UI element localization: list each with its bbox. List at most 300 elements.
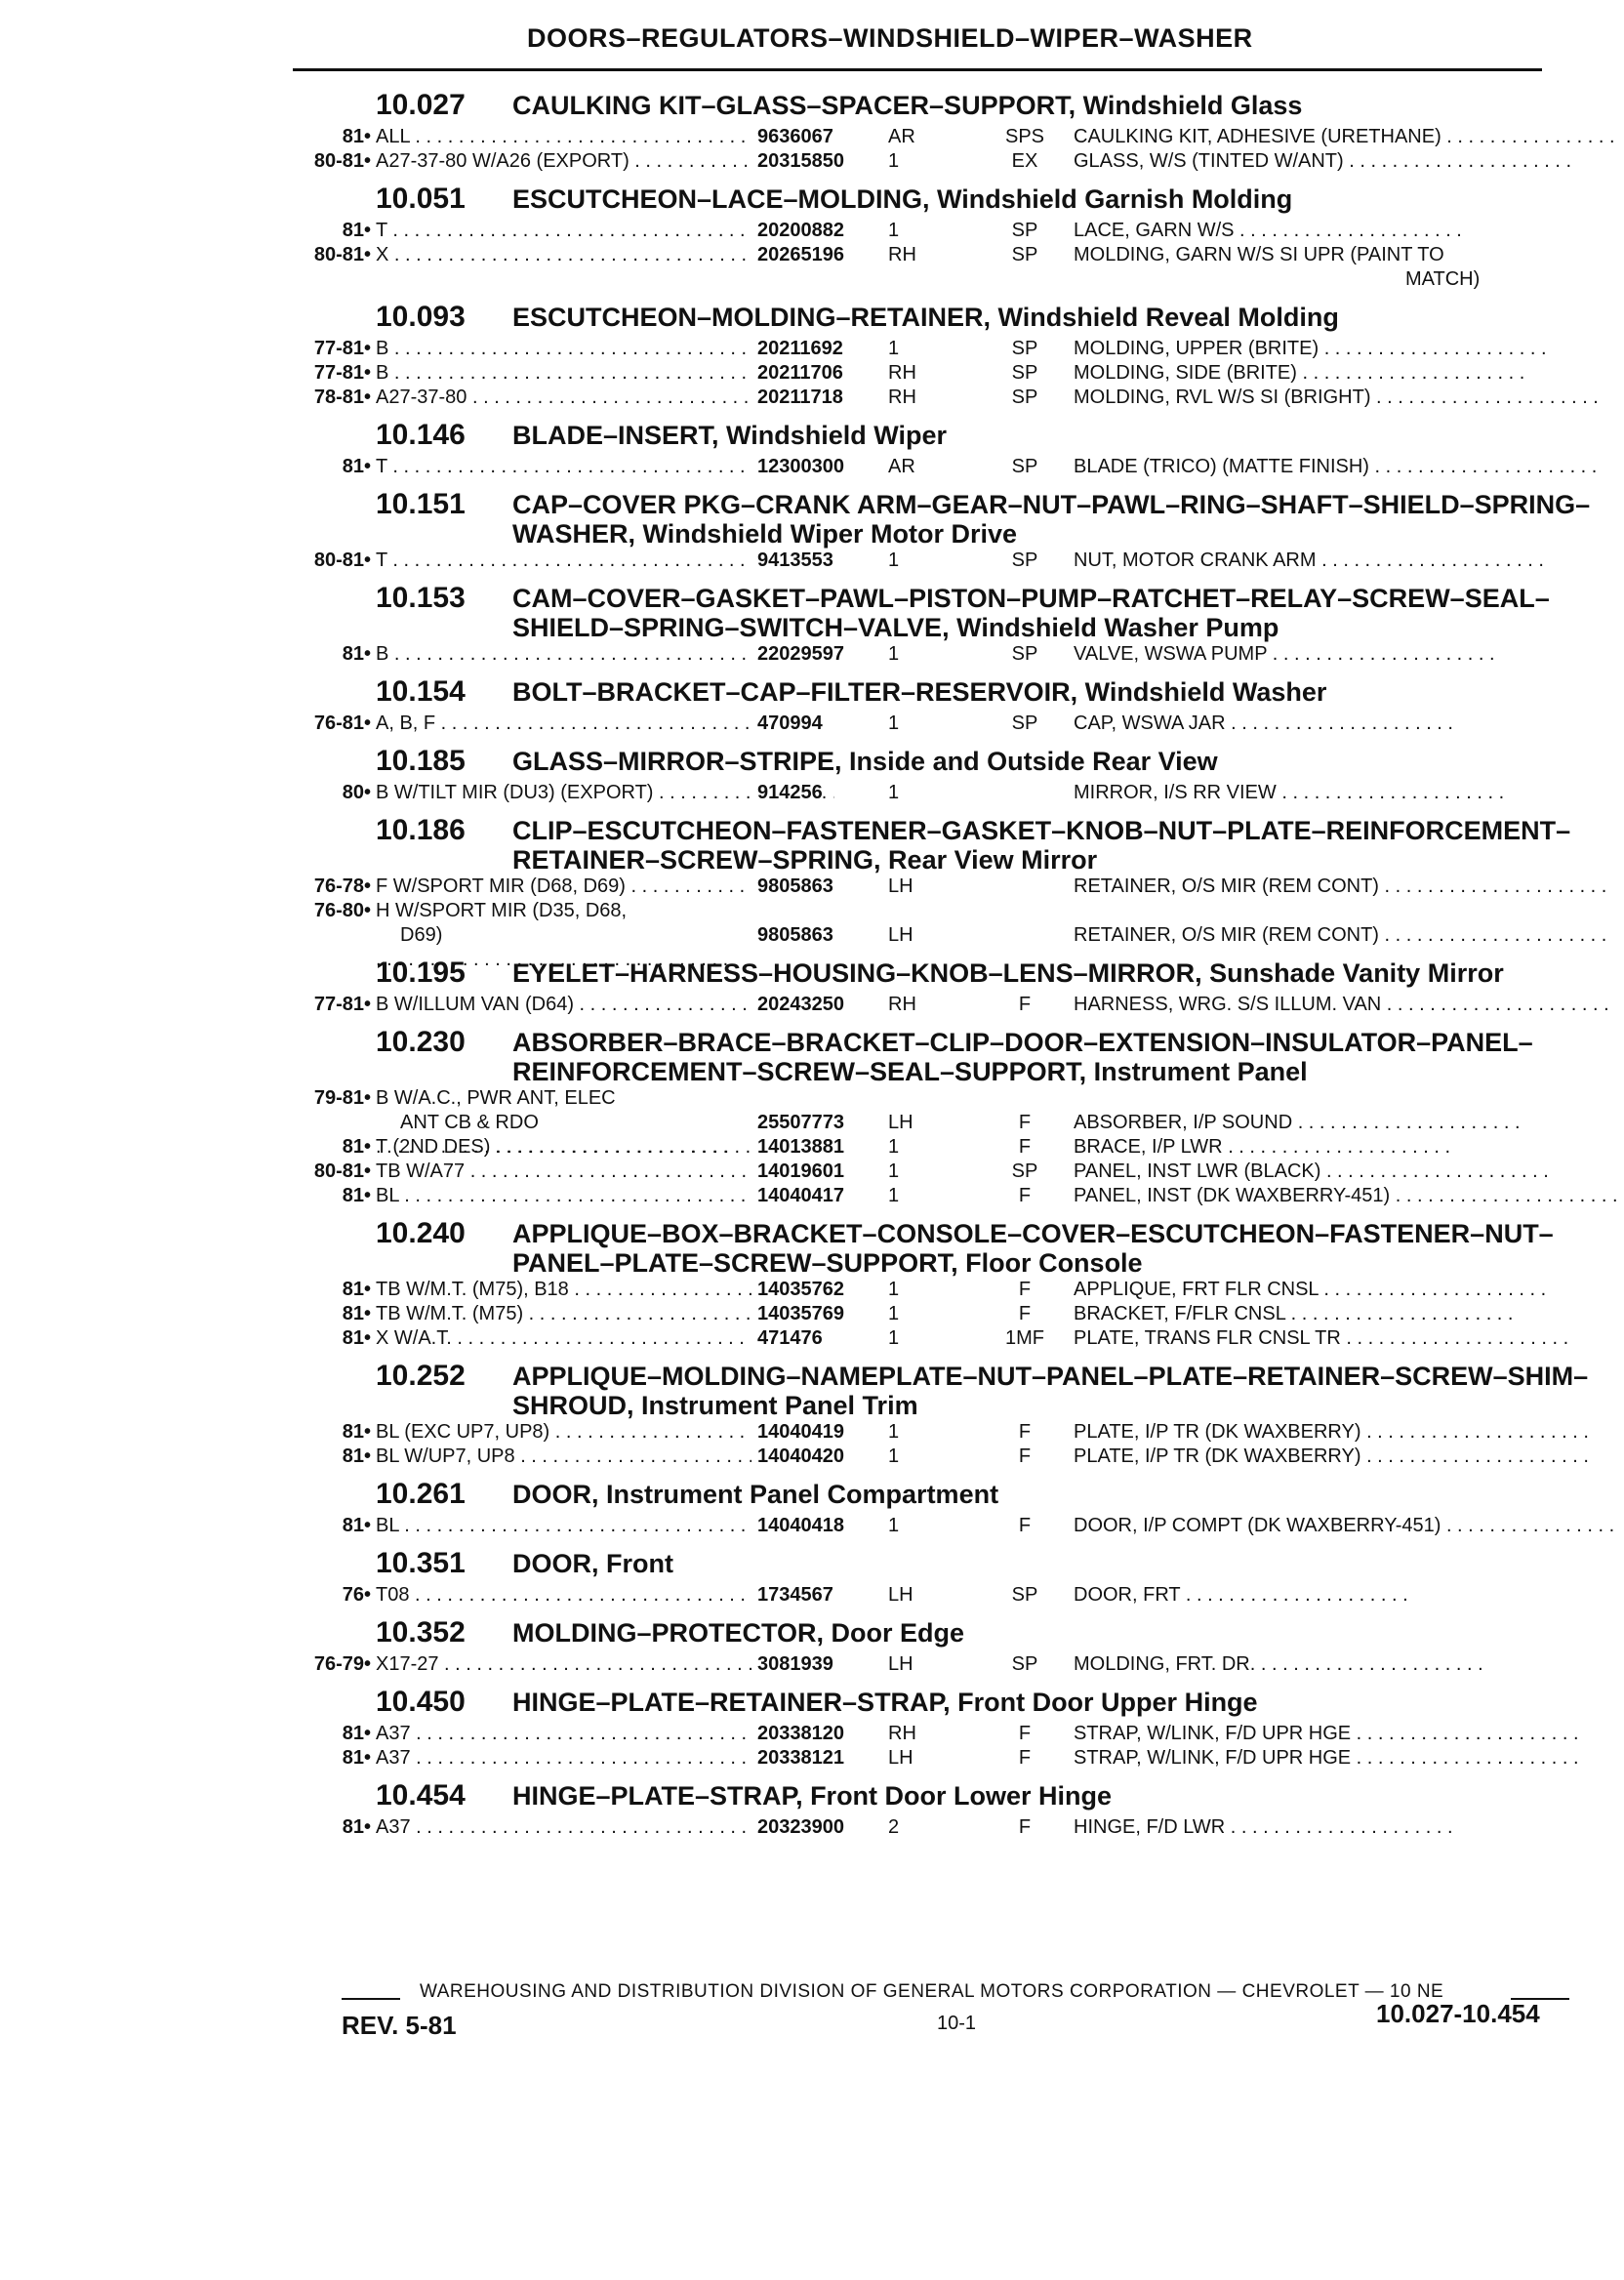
part-description xyxy=(1074,549,1620,573)
model-text: X17-27 xyxy=(376,1653,439,1675)
section-title: ABSORBER–BRACE–BRACKET–CLIP–DOOR–EXTENSION–INSULATOR–PANEL–REINFORCEMENT–SCREW–SEAL–SUPPORT, Instrument Panel xyxy=(512,1028,1533,1086)
part-row xyxy=(283,1278,1591,1302)
quantity: 1 xyxy=(888,712,900,734)
quantity: 1 xyxy=(888,1445,900,1467)
source-code: SP xyxy=(1011,362,1038,384)
source-code: F xyxy=(1018,1747,1032,1769)
section-title: HINGE–PLATE–RETAINER–STRAP, Front Door Upper Hinge xyxy=(512,1688,1258,1717)
description-text: MOLDING, UPPER (BRITE) xyxy=(1074,338,1320,359)
part-description xyxy=(1074,875,1620,899)
section-title: HINGE–PLATE–STRAP, Front Door Lower Hinge xyxy=(512,1781,1113,1811)
model-text: TB W/A77 xyxy=(376,1160,466,1182)
part-number: 14019601 xyxy=(751,1160,844,1184)
source-code: SP xyxy=(1011,456,1038,477)
model-text: TB W/M.T. (M75), B18 xyxy=(376,1279,569,1300)
description-text: MIRROR, I/S RR VIEW xyxy=(1074,782,1277,803)
model-text: T08 xyxy=(376,1584,410,1606)
part-row xyxy=(283,712,1591,736)
description-text: PLATE, I/P TR (DK WAXBERRY) xyxy=(1074,1421,1361,1443)
quantity: 1 xyxy=(888,1136,900,1158)
part-description xyxy=(1074,455,1620,479)
section-number: 10.454 xyxy=(376,1779,466,1812)
part-row xyxy=(283,1184,1591,1208)
description-text: STRAP, W/LINK, F/D UPR HGE xyxy=(1074,1723,1352,1744)
leader-dots xyxy=(1320,1160,1548,1182)
leader-dots xyxy=(1370,387,1598,408)
part-number: 25507773 xyxy=(751,1111,844,1135)
description-text-line2: MATCH) xyxy=(1405,268,1481,290)
model-year: 77-81• xyxy=(313,338,371,359)
model-text: B xyxy=(376,643,389,665)
source-code: SP xyxy=(1011,1160,1038,1182)
leader-dots xyxy=(1225,1816,1452,1838)
footer-division: WAREHOUSING AND DISTRIBUTION DIVISION OF GENERAL MOTORS CORPORATION — CHEVROLET — 10 NE xyxy=(420,1981,1444,2002)
parts-section xyxy=(283,180,1591,292)
description-text: PANEL, INST (DK WAXBERRY-451) xyxy=(1074,1185,1391,1206)
description-text: PLATE, TRANS FLR CNSL TR xyxy=(1074,1327,1341,1349)
quantity: AR xyxy=(888,126,915,147)
description-text: CAP, WSWA JAR xyxy=(1074,712,1226,734)
quantity: 1 xyxy=(888,220,900,241)
parts-section xyxy=(283,298,1591,410)
part-description xyxy=(1074,1160,1620,1184)
parts-section xyxy=(283,1475,1591,1538)
part-description xyxy=(1074,337,1620,361)
section-number: 10.450 xyxy=(376,1686,466,1718)
model-year: 79-81• xyxy=(313,1087,371,1109)
source-code: F xyxy=(1018,1723,1032,1744)
model-year: 81• xyxy=(342,1185,371,1206)
section-title: CAULKING KIT–GLASS–SPACER–SUPPORT, Windshield Glass xyxy=(512,91,1303,120)
model-year: 81• xyxy=(342,1327,371,1349)
leader-dots xyxy=(376,949,728,970)
model-text: BL xyxy=(376,1185,399,1206)
description-text: APPLIQUE, FRT FLR CNSL xyxy=(1074,1279,1319,1300)
part-row xyxy=(283,219,1591,243)
part-number: 20323900 xyxy=(751,1815,844,1840)
source-code: F xyxy=(1018,994,1032,1015)
source-code: F xyxy=(1018,1279,1032,1300)
part-row xyxy=(283,1302,1591,1326)
part-row xyxy=(283,125,1591,149)
model-text: BL xyxy=(376,1515,399,1536)
section-header xyxy=(283,742,1591,781)
model-text: B W/ILLUM VAN (D64) xyxy=(376,994,574,1015)
model-text-line2: ANT CB & RDO xyxy=(400,1112,539,1133)
part-description xyxy=(1074,361,1620,386)
part-description xyxy=(1074,642,1620,667)
model-text: B W/TILT MIR (DU3) (EXPORT) xyxy=(376,782,654,803)
parts-section xyxy=(283,742,1591,805)
part-row xyxy=(283,1160,1591,1184)
part-number: 14040417 xyxy=(751,1184,844,1208)
part-description xyxy=(1074,923,1620,948)
quantity: RH xyxy=(888,244,916,265)
part-description xyxy=(1074,386,1620,410)
leader-dots xyxy=(1379,924,1606,946)
model-year: 80-81• xyxy=(313,1160,371,1182)
quantity: LH xyxy=(888,1653,914,1675)
model-text: A37 xyxy=(376,1816,411,1838)
model-year: 81• xyxy=(342,1421,371,1443)
model-text: A37 xyxy=(376,1723,411,1744)
description-text: LACE, GARN W/S xyxy=(1074,220,1235,241)
part-row xyxy=(283,875,1591,899)
model-text: A27-37-80 W/A26 (EXPORT) xyxy=(376,150,629,172)
section-header xyxy=(283,86,1591,125)
parts-section xyxy=(283,1214,1591,1351)
model-year: 81• xyxy=(342,220,371,241)
part-description xyxy=(1074,1278,1620,1302)
section-number: 10.240 xyxy=(376,1217,466,1249)
parts-section xyxy=(283,579,1591,667)
part-number: 914256 xyxy=(751,781,823,805)
part-description xyxy=(1074,1514,1620,1538)
source-code: SPS xyxy=(1004,126,1045,147)
model-text: TB W/M.T. (M75) xyxy=(376,1303,524,1324)
source-code: SP xyxy=(1011,220,1038,241)
description-text: PANEL, INST LWR (BLACK) xyxy=(1074,1160,1321,1182)
part-row xyxy=(283,1583,1591,1608)
model-year: 81• xyxy=(342,1816,371,1838)
part-row xyxy=(283,1326,1591,1351)
source-code: SP xyxy=(1011,387,1038,408)
part-number: 20211718 xyxy=(751,386,843,410)
part-row xyxy=(283,1652,1591,1677)
part-description xyxy=(1074,712,1620,736)
section-number: 10.352 xyxy=(376,1616,466,1649)
leader-dots xyxy=(1277,782,1504,803)
part-description xyxy=(1074,1135,1620,1160)
section-number: 10.154 xyxy=(376,675,466,708)
model-year: 81• xyxy=(342,456,371,477)
quantity: 1 xyxy=(888,643,900,665)
description-text: PLATE, I/P TR (DK WAXBERRY) xyxy=(1074,1445,1361,1467)
part-number: 20211692 xyxy=(751,337,843,361)
quantity: LH xyxy=(888,924,914,946)
leader-dots xyxy=(1369,456,1597,477)
section-title: GLASS–MIRROR–STRIPE, Inside and Outside Rear View xyxy=(512,747,1218,776)
part-row xyxy=(283,1746,1591,1771)
quantity: 1 xyxy=(888,1279,900,1300)
parts-section xyxy=(283,811,1591,948)
quantity: RH xyxy=(888,387,916,408)
leader-dots xyxy=(388,338,747,359)
description-text: CAULKING KIT, ADHESIVE (URETHANE) xyxy=(1074,126,1441,147)
model-year: 81• xyxy=(342,1515,371,1536)
parts-section xyxy=(283,1357,1591,1469)
section-header xyxy=(283,416,1591,455)
leader-dots xyxy=(1351,1747,1578,1769)
leader-dots xyxy=(1180,1584,1407,1606)
part-row xyxy=(283,337,1591,361)
leader-dots xyxy=(1226,712,1453,734)
model-text: T (2ND DES) xyxy=(376,1136,491,1158)
source-code: F xyxy=(1018,1112,1032,1133)
section-title: BOLT–BRACKET–CAP–FILTER–RESERVOIR, Windshield Washer xyxy=(512,677,1327,707)
part-description xyxy=(1074,1815,1620,1840)
section-title: DOOR, Front xyxy=(512,1549,673,1578)
section-number: 10.252 xyxy=(376,1360,466,1392)
part-number: 14035769 xyxy=(751,1302,844,1326)
part-description xyxy=(1074,1302,1620,1326)
part-number: 20338121 xyxy=(751,1746,844,1771)
model-year: 81• xyxy=(342,1445,371,1467)
section-header xyxy=(283,1475,1591,1514)
source-code: SP xyxy=(1011,338,1038,359)
section-title: BLADE–INSERT, Windshield Wiper xyxy=(512,421,948,450)
leader-dots xyxy=(387,550,746,571)
leader-dots xyxy=(1267,643,1494,665)
section-number: 10.051 xyxy=(376,183,466,215)
section-number: 10.027 xyxy=(376,89,466,121)
quantity: LH xyxy=(888,875,914,897)
part-row xyxy=(283,1420,1591,1445)
leader-dots xyxy=(1341,1327,1568,1349)
leader-dots xyxy=(1285,1303,1513,1324)
section-title: DOOR, Instrument Panel Compartment xyxy=(512,1480,999,1509)
leader-dots xyxy=(411,1747,769,1769)
quantity: RH xyxy=(888,362,916,384)
model-text: A37 xyxy=(376,1747,411,1769)
section-header xyxy=(283,1683,1591,1722)
model-text: T xyxy=(376,220,387,241)
source-code: SP xyxy=(1011,712,1038,734)
model-year: 78-81• xyxy=(313,387,371,408)
part-number: 12300300 xyxy=(751,455,844,479)
parts-section xyxy=(283,672,1591,736)
quantity: 1 xyxy=(888,1303,900,1324)
quantity: 1 xyxy=(888,1515,900,1536)
source-code: SP xyxy=(1011,1584,1038,1606)
part-row xyxy=(283,1445,1591,1469)
section-number: 10.151 xyxy=(376,488,466,520)
model-year: 76-79• xyxy=(313,1653,371,1675)
section-title: CAM–COVER–GASKET–PAWL–PISTON–PUMP–RATCHET–RELAY–SCREW–SEAL–SHIELD–SPRING–SWITCH–VALVE, Windshield Washer Pump xyxy=(512,584,1550,642)
part-number: 9805863 xyxy=(751,923,833,948)
part-number: 14040419 xyxy=(751,1420,844,1445)
part-number: 20200882 xyxy=(751,219,844,243)
leader-dots xyxy=(411,1723,769,1744)
source-code: EX xyxy=(1011,150,1038,172)
part-description xyxy=(1074,149,1620,174)
section-header xyxy=(283,1214,1591,1278)
leader-dots xyxy=(1319,1279,1546,1300)
parts-section xyxy=(283,1023,1591,1208)
model-text: F W/SPORT MIR (D68, D69) xyxy=(376,875,626,897)
model-year: 81• xyxy=(342,1723,371,1744)
description-text: BRACKET, F/FLR CNSL xyxy=(1074,1303,1286,1324)
model-year: 80-81• xyxy=(313,150,371,172)
leader-dots xyxy=(1441,126,1620,147)
section-number: 10.146 xyxy=(376,419,466,451)
description-text: HINGE, F/D LWR xyxy=(1074,1816,1226,1838)
model-year: 81• xyxy=(342,1136,371,1158)
part-number: 20338120 xyxy=(751,1722,844,1746)
part-number: 22029597 xyxy=(751,642,844,667)
leader-dots xyxy=(435,712,793,734)
part-description xyxy=(1074,1445,1620,1469)
part-description xyxy=(1074,1583,1620,1608)
leader-dots xyxy=(1223,1136,1450,1158)
section-number: 10.186 xyxy=(376,814,466,846)
part-number: 14013881 xyxy=(751,1135,844,1160)
model-year: 77-81• xyxy=(313,994,371,1015)
quantity: 1 xyxy=(888,1160,900,1182)
leader-dots xyxy=(411,1816,769,1838)
leader-dots xyxy=(1292,1112,1520,1133)
section-number: 10.230 xyxy=(376,1026,466,1058)
model-year: 76• xyxy=(342,1584,371,1606)
quantity: AR xyxy=(888,456,915,477)
source-code: F xyxy=(1018,1136,1032,1158)
section-title: CAP–COVER PKG–CRANK ARM–GEAR–NUT–PAWL–RING–SHAFT–SHIELD–SPRING–WASHER, Windshield Wiper Motor Drive xyxy=(512,490,1591,549)
quantity: RH xyxy=(888,994,916,1015)
part-number: 14040420 xyxy=(751,1445,844,1469)
model-text: X xyxy=(376,244,389,265)
description-text: MOLDING, SIDE (BRITE) xyxy=(1074,362,1297,384)
leader-dots xyxy=(1381,994,1608,1015)
part-description xyxy=(1074,1420,1620,1445)
footer-rule-left xyxy=(342,1998,400,2000)
model-text: B xyxy=(376,362,389,384)
parts-list xyxy=(283,86,1591,1846)
part-number: 9805863 xyxy=(751,875,833,899)
part-row xyxy=(283,899,1591,948)
part-description xyxy=(1074,1652,1620,1677)
part-description xyxy=(1074,1722,1620,1746)
part-number: 14040418 xyxy=(751,1514,844,1538)
leader-dots xyxy=(1361,1421,1589,1443)
description-text: STRAP, W/LINK, F/D UPR HGE xyxy=(1074,1747,1352,1769)
quantity: LH xyxy=(888,1747,914,1769)
model-text: B W/A.C., PWR ANT, ELEC xyxy=(376,1087,616,1109)
parts-section xyxy=(283,86,1591,174)
description-text: MOLDING, RVL W/S SI (BRIGHT) xyxy=(1074,387,1371,408)
model-year: 76-78• xyxy=(313,875,371,897)
quantity: 1 xyxy=(888,1421,900,1443)
section-header xyxy=(283,811,1591,875)
source-code: SP xyxy=(1011,244,1038,265)
parts-section xyxy=(283,1613,1591,1677)
part-number: 3081939 xyxy=(751,1652,833,1677)
part-number: 9413553 xyxy=(751,549,833,573)
part-row xyxy=(283,386,1591,410)
model-text-line2: D69) xyxy=(400,924,443,946)
part-number: 20315850 xyxy=(751,149,844,174)
description-text: NUT, MOTOR CRANK ARM xyxy=(1074,550,1317,571)
part-description xyxy=(1074,1326,1620,1351)
part-description xyxy=(1074,125,1620,149)
description-text: RETAINER, O/S MIR (REM CONT) xyxy=(1074,875,1379,897)
source-code: SP xyxy=(1011,550,1038,571)
part-number: 1734567 xyxy=(751,1583,833,1608)
section-title: ESCUTCHEON–LACE–MOLDING, Windshield Garnish Molding xyxy=(512,184,1293,214)
section-number: 10.153 xyxy=(376,582,466,614)
model-text: A27-37-80 xyxy=(376,387,467,408)
description-text: DOOR, I/P COMPT (DK WAXBERRY-451) xyxy=(1074,1515,1441,1536)
part-row xyxy=(283,1514,1591,1538)
model-text: B xyxy=(376,338,389,359)
section-header xyxy=(283,1544,1591,1583)
description-text: GLASS, W/S (TINTED W/ANT) xyxy=(1074,150,1344,172)
model-year: 77-81• xyxy=(313,362,371,384)
part-description xyxy=(1074,1111,1620,1135)
section-header xyxy=(283,485,1591,549)
part-number: 14035762 xyxy=(751,1278,844,1302)
model-text: BL W/UP7, UP8 xyxy=(376,1445,515,1467)
section-header xyxy=(283,180,1591,219)
model-year: 81• xyxy=(342,1279,371,1300)
part-description xyxy=(1074,1184,1620,1208)
section-title: CLIP–ESCUTCHEON–FASTENER–GASKET–KNOB–NUT–PLATE–REINFORCEMENT–RETAINER–SCREW–SPRING, Rear View Mirror xyxy=(512,816,1571,875)
page-title: DOORS–REGULATORS–WINDSHIELD–WIPER–WASHER xyxy=(527,23,1253,53)
description-text: RETAINER, O/S MIR (REM CONT) xyxy=(1074,924,1379,946)
parts-section xyxy=(283,416,1591,479)
model-text: BL (EXC UP7, UP8) xyxy=(376,1421,550,1443)
quantity: LH xyxy=(888,1584,914,1606)
header-divider xyxy=(293,68,1542,71)
leader-dots xyxy=(1361,1445,1589,1467)
part-description xyxy=(1074,781,1620,805)
part-number: 20211706 xyxy=(751,361,843,386)
section-header xyxy=(283,579,1591,642)
leader-dots xyxy=(439,1653,797,1675)
part-description xyxy=(1074,243,1620,292)
part-number: 470994 xyxy=(751,712,823,736)
leader-dots xyxy=(388,362,747,384)
quantity: 1 xyxy=(888,550,900,571)
source-code: F xyxy=(1018,1185,1032,1206)
leader-dots xyxy=(1297,362,1524,384)
model-text: T xyxy=(376,456,387,477)
leader-dots xyxy=(387,220,746,241)
leader-dots xyxy=(410,126,768,147)
quantity: RH xyxy=(888,1723,916,1744)
part-row xyxy=(283,455,1591,479)
section-header xyxy=(283,1023,1591,1086)
section-header xyxy=(283,1613,1591,1652)
part-description xyxy=(1074,219,1620,243)
leader-dots xyxy=(399,1515,757,1536)
leader-dots xyxy=(1344,150,1571,172)
model-year: 76-80• xyxy=(313,900,371,921)
part-row xyxy=(283,993,1591,1017)
part-number: 471476 xyxy=(751,1326,823,1351)
section-title: APPLIQUE–BOX–BRACKET–CONSOLE–COVER–ESCUTCHEON–FASTENER–NUT–PANEL–PLATE–SCREW–SUPPORT, Floor Console xyxy=(512,1219,1554,1278)
part-row xyxy=(283,642,1591,667)
description-text: BRACE, I/P LWR xyxy=(1074,1136,1223,1158)
parts-section xyxy=(283,1683,1591,1771)
part-row xyxy=(283,549,1591,573)
section-title: ESCUTCHEON–MOLDING–RETAINER, Windshield Reveal Molding xyxy=(512,303,1339,332)
leader-dots xyxy=(1319,338,1546,359)
leader-dots xyxy=(399,1185,757,1206)
model-year: 80-81• xyxy=(313,244,371,265)
section-title: APPLIQUE–MOLDING–NAMEPLATE–NUT–PANEL–PLATE–RETAINER–SCREW–SHIM–SHROUD, Instrument Panel Trim xyxy=(512,1362,1589,1420)
leader-dots xyxy=(1390,1185,1617,1206)
quantity: 1 xyxy=(888,1327,900,1349)
section-number: 10.195 xyxy=(376,957,466,989)
quantity: 1 xyxy=(888,782,900,803)
description-text: BLADE (TRICO) (MATTE FINISH) xyxy=(1074,456,1369,477)
section-number: 10.351 xyxy=(376,1547,466,1579)
leader-dots xyxy=(388,244,747,265)
parts-section xyxy=(283,485,1591,573)
model-year: 81• xyxy=(342,1303,371,1324)
section-header xyxy=(283,298,1591,337)
leader-dots xyxy=(1255,1653,1482,1675)
